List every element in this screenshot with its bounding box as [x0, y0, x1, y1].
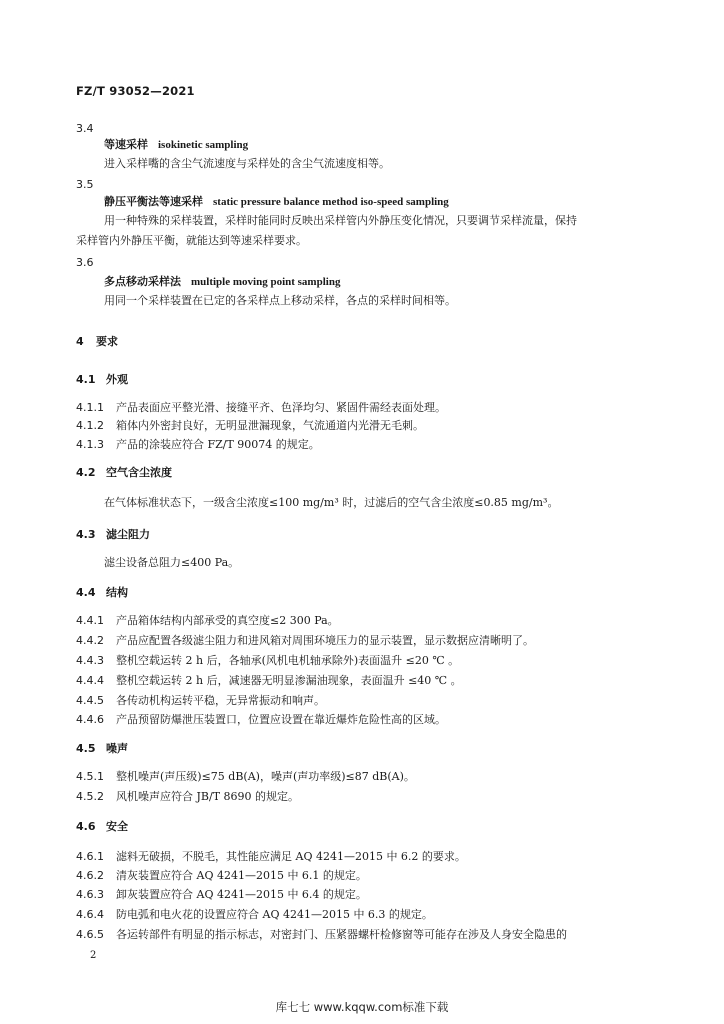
clause-number: 4.5.1	[76, 770, 104, 783]
clause-number: 3.6	[76, 256, 94, 269]
clause-number: 4.6.2	[76, 869, 104, 882]
clause-text: 箱体内外密封良好，无明显泄漏现象，气流通道内光滑无毛刺。	[116, 419, 424, 432]
clause-number: 4.4.2	[76, 634, 104, 647]
clause-text: 滤料无破损，不脱毛，其性能应满足 AQ 4241—2015 中 6.2 的要求。	[116, 850, 466, 863]
clause-number: 4.4.5	[76, 694, 104, 707]
term-description: 用一种特殊的采样装置，采样时能同时反映出采样管内外静压变化情况，只要调节采样流量，保持	[104, 214, 577, 227]
term-heading	[104, 195, 449, 209]
term-cn: 静压平衡法等速采样	[104, 195, 203, 208]
clause-number: 3.4	[76, 122, 94, 135]
clause-text: 滤尘设备总阻力≤400 Pa。	[104, 556, 240, 569]
clause-text: 各传动机构运转平稳，无异常振动和响声。	[116, 694, 325, 707]
subsection-title: 噪声	[106, 742, 128, 755]
document-code: FZ/T 93052—2021	[76, 84, 195, 98]
term-cn: 等速采样	[104, 138, 148, 151]
section-number: 4	[76, 335, 84, 348]
clause-number: 4.5.2	[76, 790, 104, 803]
clause-number: 4.6.5	[76, 928, 104, 941]
clause-text: 整机空载运转 2 h 后，减速器无明显渗漏油现象，表面温升 ≤40 ℃ 。	[116, 674, 462, 687]
subsection-number: 4.5	[76, 742, 96, 755]
subsection-title: 滤尘阻力	[106, 528, 150, 541]
subsection-number: 4.2	[76, 466, 96, 479]
clause-number: 3.5	[76, 178, 94, 191]
clause-text: 在气体标准状态下，一级含尘浓度≤100 mg/m³ 时，过滤后的空气含尘浓度≤0.85 mg/m³。	[104, 496, 559, 509]
clause-text: 风机噪声应符合 JB/T 8690 的规定。	[116, 790, 300, 803]
clause-number: 4.6.4	[76, 908, 104, 921]
clause-number: 4.6.1	[76, 850, 104, 863]
clause-number: 4.4.4	[76, 674, 104, 687]
term-description: 用同一个采样装置在已定的各采样点上移动采样，各点的采样时间相等。	[104, 294, 456, 307]
section-title: 要求	[96, 335, 118, 348]
clause-text: 产品表面应平整光滑、接缝平齐、色泽均匀、紧固件需经表面处理。	[116, 401, 446, 414]
term-en: multiple moving point sampling	[191, 276, 341, 288]
subsection-number: 4.1	[76, 373, 96, 386]
term-description: 进入采样嘴的含尘气流速度与采样处的含尘气流速度相等。	[104, 157, 390, 170]
clause-number: 4.6.3	[76, 888, 104, 901]
subsection-number: 4.3	[76, 528, 96, 541]
clause-number: 4.1.1	[76, 401, 104, 414]
clause-text: 产品预留防爆泄压装置口，位置应设置在靠近爆炸危险性高的区域。	[116, 713, 446, 726]
clause-text: 产品应配置各级滤尘阻力和进风箱对周围环境压力的显示装置，显示数据应清晰明了。	[116, 634, 534, 647]
term-cn: 多点移动采样法	[104, 275, 181, 288]
clause-number: 4.1.2	[76, 419, 104, 432]
subsection-title: 安全	[106, 820, 128, 833]
clause-number: 4.4.6	[76, 713, 104, 726]
subsection-title: 外观	[106, 373, 128, 386]
subsection-title: 空气含尘浓度	[106, 466, 172, 479]
clause-text: 防电弧和电火花的设置应符合 AQ 4241—2015 中 6.3 的规定。	[116, 908, 433, 921]
clause-text: 各运转部件有明显的指示标志，对密封门、压紧器螺杆检修窗等可能存在涉及人身安全隐患的	[116, 928, 567, 941]
clause-text: 产品箱体结构内部承受的真空度≤2 300 Pa。	[116, 614, 339, 627]
subsection-title: 结构	[106, 586, 128, 599]
term-en: isokinetic sampling	[158, 139, 249, 151]
term-description-cont: 采样管内外静压平衡，就能达到等速采样要求。	[76, 234, 307, 247]
clause-text: 卸灰装置应符合 AQ 4241—2015 中 6.4 的规定。	[116, 888, 367, 901]
term-heading	[104, 275, 340, 289]
term-en: static pressure balance method iso-speed sampling	[213, 196, 449, 208]
clause-number: 4.4.3	[76, 654, 104, 667]
subsection-number: 4.4	[76, 586, 96, 599]
footer-watermark: 库七七 www.kqqw.com标准下载	[275, 1000, 449, 1014]
clause-number: 4.4.1	[76, 614, 104, 627]
clause-text: 产品的涂装应符合 FZ/T 90074 的规定。	[116, 438, 320, 451]
subsection-number: 4.6	[76, 820, 96, 833]
clause-text: 整机噪声(声压级)≤75 dB(A)，噪声(声功率级)≤87 dB(A)。	[116, 770, 415, 783]
clause-text: 整机空载运转 2 h 后，各轴承(风机电机轴承除外)表面温升 ≤20 ℃ 。	[116, 654, 460, 667]
clause-number: 4.1.3	[76, 438, 104, 451]
clause-text: 清灰装置应符合 AQ 4241—2015 中 6.1 的规定。	[116, 869, 367, 882]
term-heading	[104, 138, 248, 152]
page-number: 2	[90, 950, 97, 961]
